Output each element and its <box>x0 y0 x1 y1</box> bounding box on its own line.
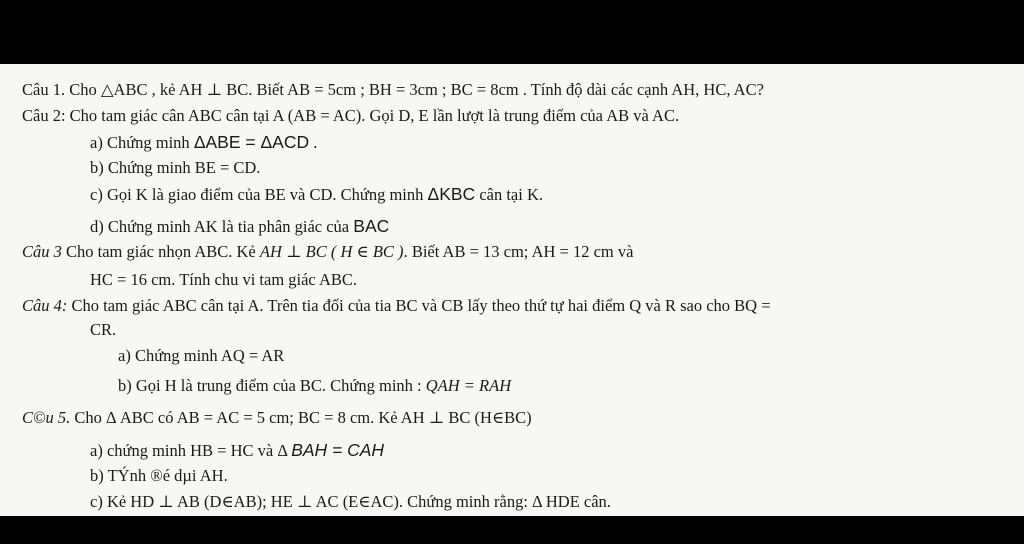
question-2c <box>90 184 543 205</box>
question-5-text: Cho Δ ABC có AB = AC = 5 cm; BC = 8 cm. Kẻ AH ⊥ BC (H∈BC) <box>70 408 532 427</box>
question-2c-text: c) Gọi K là giao điểm của BE và CD. Chứng minh <box>90 185 428 204</box>
question-3 <box>22 242 633 262</box>
question-1: Câu 1. Cho △ABC , kẻ AH ⊥ BC. Biết AB = 5cm ; BH = 3cm ; BC = 8cm . Tính độ dài các cạnh AH, HC, AC? <box>22 80 764 99</box>
question-4b <box>118 376 511 396</box>
question-2c-math: ΔKBC <box>427 184 476 204</box>
question-4b-text: b) Gọi H là trung điểm của BC. Chứng minh : <box>118 376 426 395</box>
question-4-cont: CR. <box>90 320 117 339</box>
question-5a-math: BAH = CAH <box>291 440 385 460</box>
question-2d-math: BAC <box>353 216 390 236</box>
question-4a: a) Chứng minh AQ = AR <box>118 346 285 365</box>
question-2d <box>90 216 389 237</box>
question-5a <box>90 440 384 461</box>
question-5b: b) TÝnh ®é dµi AH. <box>90 466 228 485</box>
question-4 <box>22 296 771 316</box>
question-4-label: Câu 4: <box>22 296 68 315</box>
question-3-text: Cho tam giác nhọn ABC. Kẻ <box>61 242 260 261</box>
question-3-cont: HC = 16 cm. Tính chu vi tam giác ABC. <box>90 270 358 289</box>
document-page <box>0 64 1024 516</box>
question-2a-text: a) Chứng minh <box>90 133 194 152</box>
question-3-end: . Biết AB = 13 cm; AH = 12 cm và <box>403 242 634 261</box>
bottom-black-bar <box>0 516 1024 544</box>
top-black-bar <box>0 0 1024 64</box>
question-4-text: Cho tam giác ABC cân tại A. Trên tia đối của tia BC và CB lấy theo thứ tự hai điểm Q và R sao cho BQ = <box>67 296 771 315</box>
question-5-label: C©u 5. <box>22 408 71 427</box>
question-5c: c) Kẻ HD ⊥ AB (D∈AB); HE ⊥ AC (E∈AC). Chứng minh rằng: Δ HDE cân. <box>90 492 611 511</box>
question-2a-end: . <box>309 133 318 152</box>
question-3-label: Câu 3 <box>22 242 62 261</box>
question-4b-math: QAH = RAH <box>425 376 512 395</box>
question-2: Câu 2: Cho tam giác cân ABC cân tại A (AB = AC). Gọi D, E lần lượt là trung điểm của AB và AC. <box>22 106 680 125</box>
question-2b: b) Chứng minh BE = CD. <box>90 158 261 177</box>
question-5 <box>22 408 532 428</box>
question-2a-math: ΔABE = ΔACD <box>193 132 310 152</box>
question-2c-end: cân tại K. <box>475 185 544 204</box>
question-5a-text: a) chứng minh HB = HC và Δ <box>90 441 292 460</box>
question-2a <box>90 132 317 153</box>
question-3-math: AH ⊥ BC ( H ∈ BC ) <box>259 242 404 261</box>
question-2d-text: d) Chứng minh AK là tia phân giác của <box>90 217 354 236</box>
